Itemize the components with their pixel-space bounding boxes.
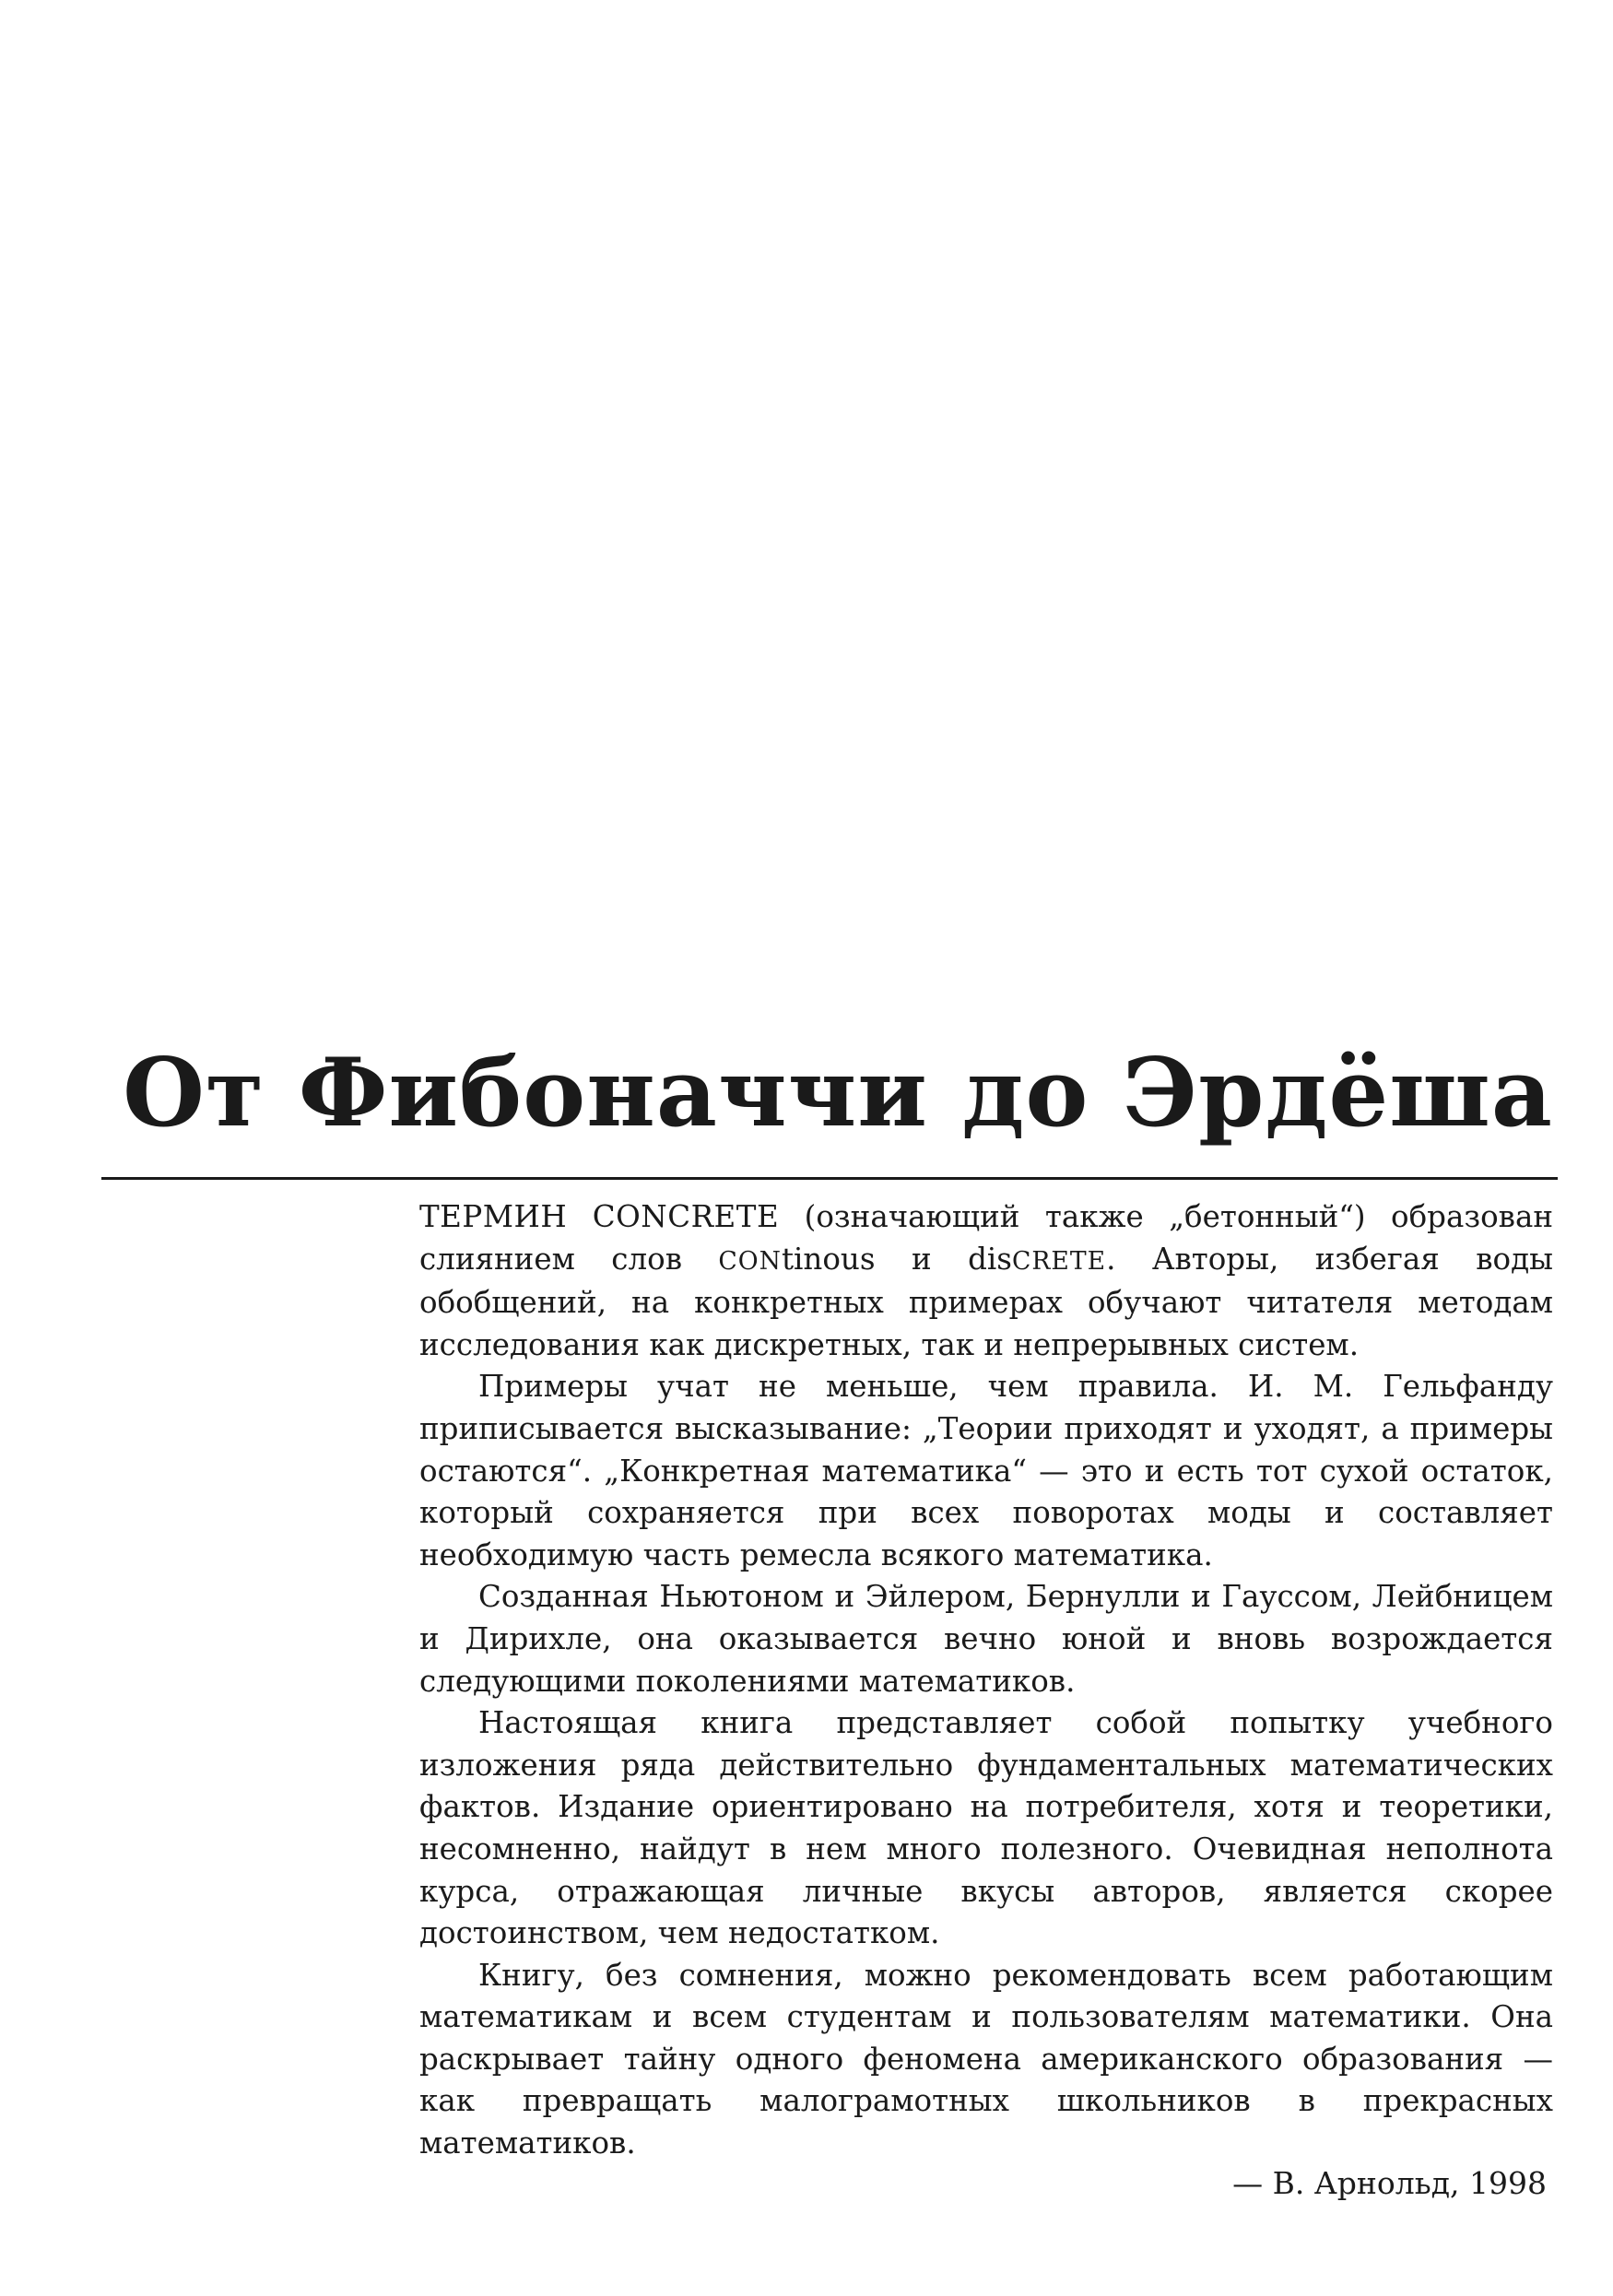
paragraph-1-and: и: [875, 1241, 969, 1277]
term-concrete: CONCRETE: [592, 1199, 780, 1234]
page-title: От Фибоначчи до Эрдёша: [123, 1038, 1553, 1148]
paragraph-2: Примеры учат не меньше, чем правила. И. М. Гельфанду приписывается высказывание: „Теории приходят и уходят, а примеры остаются“. „Конкретная математика“ — это и есть тот сухой остаток, который сохраняется при всех поворотах моды и составляет необходимую часть ремесла всякого математика.: [419, 1369, 1553, 1572]
word-continuous: CONtinous: [718, 1241, 876, 1277]
paragraph-1-text-b: . Авторы, избегая воды обобщений, на конкретных примерах обучают читателя методам исследования как дискретных, так и непрерывных систем.: [419, 1241, 1553, 1362]
paragraph-3: Созданная Ньютоном и Эйлером, Бернулли и Гауссом, Лейбницем и Дирихле, она оказывается вечно юной и вновь возрождается следующими поколениями математиков.: [419, 1579, 1553, 1699]
paragraph-4: Настоящая книга представляет собой попытку учебного изложения ряда действительно фундаментальных математических фактов. Издание ориентировано на потребителя, хотя и теоретики, несомненно, найдут в нем много полезного. Очевидная неполнота курса, отражающая личные вкусы авторов, является скорее достоинством, чем недостатком.: [419, 1705, 1553, 1951]
paragraph-1-text-a: (означающий также „бетонный“) образован слиянием слов: [419, 1199, 1553, 1277]
foreword-body: [419, 1196, 1553, 2165]
word-discrete: disCRETE: [968, 1241, 1107, 1277]
signature: — В. Арнольд, 1998: [1232, 2165, 1547, 2201]
title-divider: [101, 1177, 1558, 1180]
lead-word: ТЕРМИН: [419, 1199, 568, 1234]
paragraph-1: [419, 1196, 1553, 1366]
paragraph-5: Книгу, без сомнения, можно рекомендовать всем работающим математикам и всем студентам и пользователям математики. Она раскрывает тайну одного феномена американского образования — как превращать малограмотных школьников в прекрасных математиков.: [419, 1957, 1553, 2161]
